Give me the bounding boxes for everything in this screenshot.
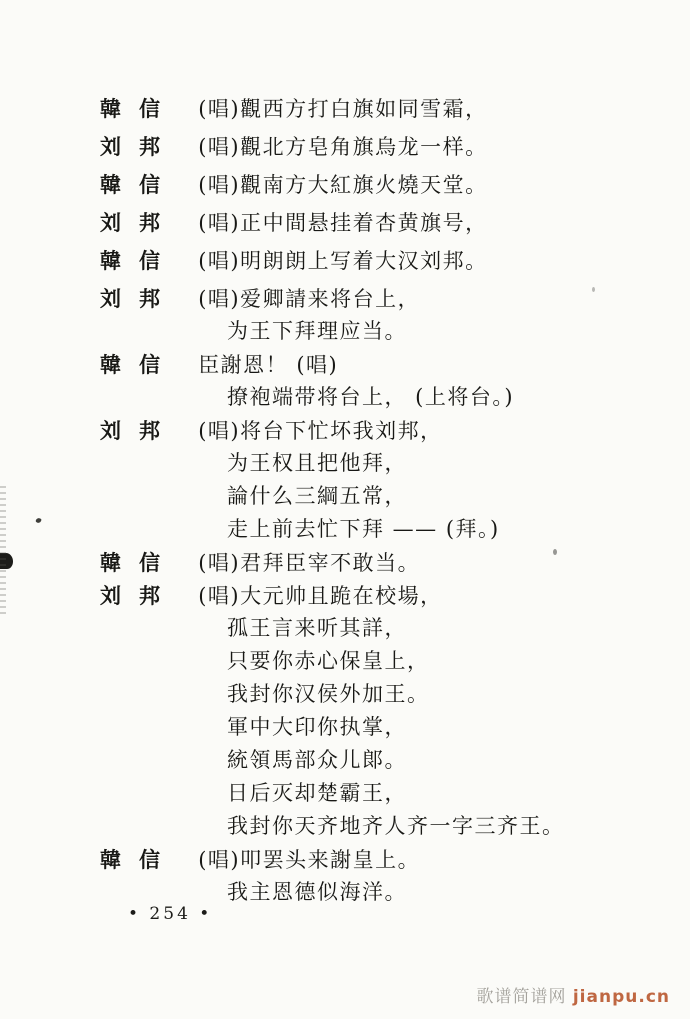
line-text: 臣謝恩！ (唱) bbox=[198, 353, 339, 377]
speaker-name: 韓信 bbox=[100, 248, 178, 273]
script-line bbox=[100, 447, 670, 480]
line-text: 軍中大印你执掌， bbox=[227, 715, 407, 739]
script-line bbox=[100, 777, 670, 810]
scan-artifact bbox=[35, 517, 42, 524]
page-number-label: • 254 • bbox=[128, 904, 213, 924]
speaker-name: 韓信 bbox=[100, 172, 178, 197]
watermark bbox=[476, 982, 670, 1007]
script-line bbox=[100, 579, 670, 612]
line-text: 走上前去忙下拜 —— (拜。) bbox=[227, 517, 500, 541]
script-line bbox=[100, 645, 670, 678]
script-line bbox=[100, 130, 670, 163]
line-text: (唱)觀西方打白旗如同雪霜， bbox=[198, 97, 488, 121]
line-text: 我主恩德似海洋。 bbox=[227, 880, 407, 904]
script-line bbox=[100, 678, 670, 711]
script-line bbox=[100, 612, 670, 645]
script-line bbox=[100, 315, 670, 348]
script-body bbox=[100, 92, 670, 909]
line-text: (唱)觀北方皂角旗烏龙一样。 bbox=[198, 135, 488, 159]
speaker-name: 韓信 bbox=[100, 352, 178, 377]
speaker-name: 刘邦 bbox=[100, 134, 178, 159]
line-text: (唱)大元帅且跪在校場， bbox=[198, 584, 443, 608]
speaker-name: 刘邦 bbox=[100, 286, 178, 311]
line-text: 只要你赤心保皇上， bbox=[227, 649, 430, 673]
line-text: (唱)君拜臣宰不敢当。 bbox=[198, 551, 421, 575]
line-text: 論什么三綱五常， bbox=[227, 484, 407, 508]
line-text: 統領馬部众儿郞。 bbox=[227, 748, 407, 772]
script-line bbox=[100, 843, 670, 876]
script-line bbox=[100, 244, 670, 277]
watermark-site-name: 歌谱简谱网 bbox=[476, 987, 567, 1007]
script-line bbox=[100, 381, 670, 414]
watermark-site-url: jianpu.cn bbox=[572, 987, 670, 1007]
line-text: (唱)正中間悬挂着杏黄旗号， bbox=[198, 211, 488, 235]
script-line bbox=[100, 810, 670, 843]
script-line bbox=[100, 744, 670, 777]
line-text: 我封你汉侯外加王。 bbox=[227, 682, 430, 706]
line-text: (唱)觀南方大紅旗火燒天堂。 bbox=[198, 173, 488, 197]
script-line bbox=[100, 513, 670, 546]
line-text: 为王下拜理应当。 bbox=[227, 319, 407, 343]
script-line bbox=[100, 546, 670, 579]
speaker-name: 刘邦 bbox=[100, 210, 178, 235]
script-line bbox=[100, 168, 670, 201]
line-text: (唱)爱卿請来将台上， bbox=[198, 287, 421, 311]
speaker-name: 韓信 bbox=[100, 96, 178, 121]
line-text: (唱)将台下忙坏我刘邦， bbox=[198, 419, 443, 443]
scan-artifact bbox=[553, 549, 557, 555]
line-text: 我封你天齐地齐人齐一字三齐王。 bbox=[227, 814, 565, 838]
line-text: 日后灭却楚霸王， bbox=[227, 781, 407, 805]
script-line bbox=[100, 206, 670, 239]
line-text: 撩袍端带将台上， (上将台。) bbox=[227, 385, 515, 409]
script-line bbox=[100, 92, 670, 125]
page-number bbox=[100, 904, 212, 924]
line-text: (唱)叩罢头来謝皇上。 bbox=[198, 848, 421, 872]
line-text: (唱)明朗朗上写着大汉刘邦。 bbox=[198, 249, 488, 273]
scan-edge-noise bbox=[0, 486, 6, 614]
speaker-name: 韓信 bbox=[100, 550, 178, 575]
script-line bbox=[100, 282, 670, 315]
scan-artifact bbox=[592, 287, 595, 292]
script-line bbox=[100, 348, 670, 381]
line-text: 为王权且把他拜， bbox=[227, 451, 407, 475]
script-line bbox=[100, 414, 670, 447]
speaker-name: 刘邦 bbox=[100, 583, 178, 608]
speaker-name: 韓信 bbox=[100, 847, 178, 872]
line-text: 孤王言来听其詳， bbox=[227, 616, 407, 640]
script-line bbox=[100, 711, 670, 744]
script-line bbox=[100, 480, 670, 513]
speaker-name: 刘邦 bbox=[100, 418, 178, 443]
